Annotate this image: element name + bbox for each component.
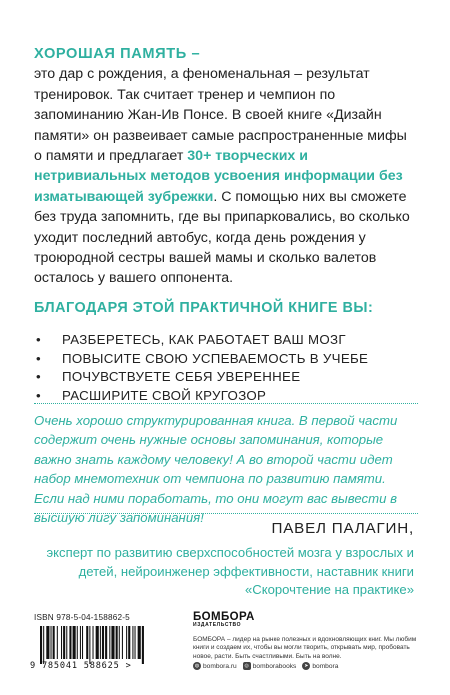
benefit-item <box>34 331 414 350</box>
bullet-icon: • <box>36 350 41 366</box>
social-site[interactable] <box>193 662 237 670</box>
intro-text-1: это дар с рождения, а феноменальная – результат тренировок. Так считает тренер и чемпион по запоминанию Жан-Ив Понсе. В своей книге «Дизайн памяти» он развеивает самые распространенные мифы о памяти и предлагает <box>34 66 407 165</box>
publisher-socials <box>193 662 338 670</box>
barcode-image <box>34 626 186 664</box>
benefit-text: РАЗБЕРЕТЕСЬ, КАК РАБОТАЕТ ВАШ МОЗГ <box>62 332 346 347</box>
divider-bottom <box>34 513 418 514</box>
social-instagram[interactable] <box>243 662 297 670</box>
review-quote: Очень хорошо структурированная книга. В первой части содержит очень нужные основы запоминания, которые важно знать каждому человеку! А во второй части идет набор мнемотехник от чемпиона по развитию памяти. Если над ними поработать, то они могут вас вывести в высшую лигу запоминания! <box>34 413 398 526</box>
intro-accent-text: 30+ творческих и нетривиальных методов усвоения информации без изматывающей зубрежки <box>34 148 403 205</box>
barcode-digits: 9 785041 588625 > <box>30 661 132 671</box>
social-instagram-label: bomborabooks <box>252 662 297 670</box>
publisher-name: БОМБОРА <box>193 611 255 623</box>
publisher-description: БОМБОРА – лидер на рынке полезных и вдохновляющих книг. Мы любим книги и создаем их, чтобы вы могли творить, открывать мир, пробовать новое, расти. Быть счастливыми. Быть на волне. <box>193 636 417 660</box>
benefits-list <box>34 331 414 405</box>
intro-block <box>34 44 416 289</box>
intro-text-2: . С помощью них вы сможете без труда запомнить, где вы припарковались, во сколько уходит последний автобус, когда день рождения у троюродной сестры вашей мамы и сколько валетов осталось у вашего оппонента. <box>34 188 410 287</box>
social-telegram[interactable] <box>302 662 338 670</box>
benefit-item <box>34 368 414 387</box>
publisher-logo <box>193 611 255 628</box>
instagram-icon: ◎ <box>244 663 249 669</box>
quote-author-role: эксперт по развитию сверхспособностей мозга у взрослых и детей, нейроинженер эффективности, наставник книги «Скорочтение на практике» <box>46 545 414 597</box>
benefits-title: БЛАГОДАРЯ ЭТОЙ ПРАКТИЧНОЙ КНИГЕ ВЫ: <box>34 300 374 316</box>
bullet-icon: • <box>36 387 41 403</box>
bullet-icon: • <box>36 332 41 347</box>
divider-top <box>34 403 418 404</box>
social-site-label: bombora.ru <box>203 662 237 670</box>
isbn-label: ISBN 978-5-04-158862-5 <box>34 613 130 622</box>
intro-paragraph <box>34 64 416 288</box>
social-telegram-label: bombora <box>312 662 339 670</box>
quote-author: ПАВЕЛ ПАЛАГИН, <box>271 520 414 537</box>
benefit-text: ПОЧУВСТВУЕТЕ СЕБЯ УВЕРЕННЕЕ <box>62 369 301 385</box>
bullet-icon: • <box>36 369 41 385</box>
intro-headline: ХОРОШАЯ ПАМЯТЬ – <box>34 46 201 62</box>
telegram-icon: ➤ <box>304 663 309 669</box>
benefit-item <box>34 350 414 369</box>
benefit-text: РАСШИРИТЕ СВОЙ КРУГОЗОР <box>62 387 267 403</box>
benefit-text: ПОВЫСИТЕ СВОЮ УСПЕВАЕМОСТЬ В УЧЕБЕ <box>62 350 369 366</box>
publisher-subtitle: ИЗДАТЕЛЬСТВО <box>193 622 242 628</box>
globe-icon: ◍ <box>194 663 200 669</box>
